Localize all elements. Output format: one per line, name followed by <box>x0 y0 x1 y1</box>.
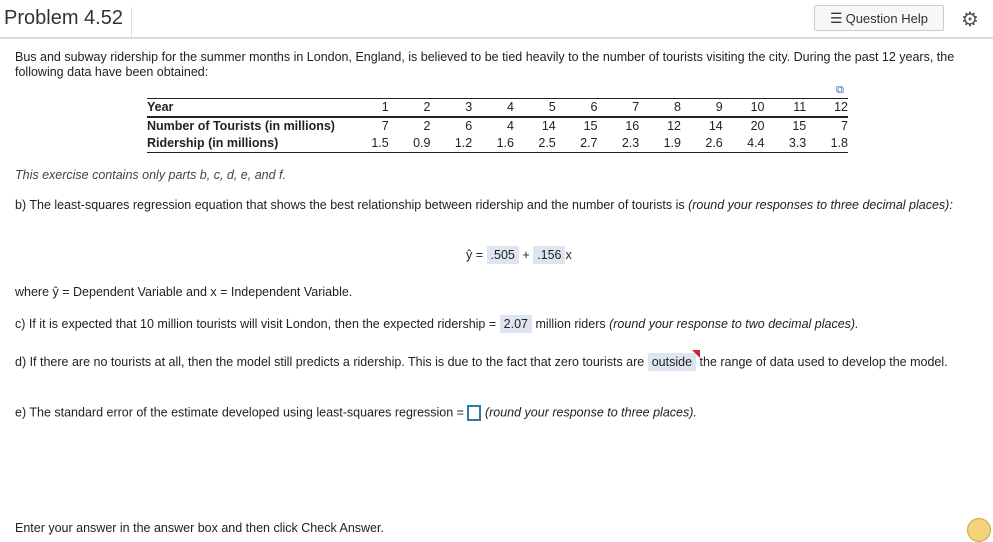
table-cell: 7 <box>598 99 640 118</box>
table-cell: 7 <box>841 119 848 133</box>
table-cell: 15 <box>583 119 598 133</box>
table-cell: 12 <box>667 119 681 133</box>
table-cell: 1.6 <box>472 135 514 153</box>
part-c-hint: (round your response to two decimal places). <box>609 317 859 331</box>
part-e-question: e) The standard error of the estimate developed using least-squares regression = <box>15 405 464 420</box>
footer-instruction: Enter your answer in the answer box and then click Check Answer. <box>15 521 384 535</box>
intro-text: Bus and subway ridership for the summer months in London, England, is believed to be tied heavily to the number of tourists visiting the city. During the past 12 years, the following data have been obtained: <box>15 50 955 79</box>
incorrect-flag-icon <box>692 350 700 358</box>
outside-dropdown[interactable] <box>648 353 696 371</box>
table-cell: 1.5 <box>347 135 389 153</box>
table-cell: 14 <box>541 119 556 133</box>
intercept-answer[interactable]: .505 <box>487 246 519 264</box>
question-help-label: Question Help <box>845 10 928 26</box>
table-cell: 3 <box>431 99 473 118</box>
where-text: where ŷ = Dependent Variable and x = Independent Variable. <box>15 285 353 299</box>
table-cell: 8 <box>639 99 681 118</box>
part-d <box>15 352 975 373</box>
table-cell: 5 <box>514 99 556 118</box>
table-cell: 4 <box>472 99 514 118</box>
part-b-text <box>15 198 975 213</box>
table-cell: 20 <box>750 119 765 133</box>
part-e-hint: (round your response to three places). <box>484 405 697 420</box>
popout-icon[interactable]: ⧉ <box>836 84 844 96</box>
x-variable: x <box>565 248 572 262</box>
table-row <box>147 135 848 153</box>
part-d-question: d) If there are no tourists at all, then the model still predicts a ridership. This is due to the fact that zero tourists are <box>15 355 645 369</box>
slope-answer[interactable]: .156 <box>533 246 565 264</box>
standard-error-input[interactable] <box>467 405 481 421</box>
table-cell: 2 <box>423 119 431 133</box>
part-e <box>15 405 975 421</box>
table-cell: 14 <box>708 119 723 133</box>
page-title: Problem 4.52 <box>4 7 132 37</box>
row-label: Ridership (in millions) <box>147 135 347 153</box>
plus-sign: + <box>522 248 530 262</box>
table-cell: 4.4 <box>723 135 765 153</box>
table-cell: 6 <box>465 119 473 133</box>
table-cell: 11 <box>765 99 807 118</box>
row-label: Year <box>147 99 347 118</box>
table-cell: 1.8 <box>806 135 848 153</box>
table-cell: 2.6 <box>681 135 723 153</box>
table-cell: 2 <box>389 99 431 118</box>
yhat-label: ŷ = <box>466 248 484 262</box>
part-c-question: c) If it is expected that 10 million tourists will visit London, then the expected ridership = <box>15 317 497 331</box>
table-row <box>147 117 848 135</box>
row-label: Number of Tourists (in millions) <box>147 119 335 133</box>
table-cell: 3.3 <box>765 135 807 153</box>
table-row <box>147 99 848 118</box>
table-cell: 1 <box>347 99 389 118</box>
list-icon: ☰ <box>830 9 843 26</box>
exercise-note: This exercise contains only parts b, c, d, e, and f. <box>15 168 286 182</box>
question-help-button[interactable] <box>814 5 944 31</box>
ridership-answer[interactable]: 2.07 <box>500 315 532 333</box>
data-table <box>147 98 848 153</box>
part-b-hint: (round your responses to three decimal places): <box>688 198 953 212</box>
table-cell: 7 <box>381 119 389 133</box>
unit-label: million riders <box>535 317 606 331</box>
gear-icon[interactable]: ⚙ <box>961 9 979 31</box>
table-cell: 12 <box>806 99 848 118</box>
table-cell: 10 <box>723 99 765 118</box>
table-cell: 1.2 <box>431 135 473 153</box>
table-cell: 0.9 <box>389 135 431 153</box>
header <box>0 0 993 39</box>
part-c <box>15 317 975 332</box>
table-cell: 2.3 <box>598 135 640 153</box>
table-cell: 4 <box>507 119 514 133</box>
help-bubble-icon[interactable] <box>967 518 991 542</box>
table-cell: 9 <box>681 99 723 118</box>
table-cell: 2.7 <box>556 135 598 153</box>
table-cell: 1.9 <box>639 135 681 153</box>
table-cell: 16 <box>625 119 640 133</box>
table-cell: 2.5 <box>514 135 556 153</box>
table-cell: 6 <box>556 99 598 118</box>
part-d-continuation: the range of data used to develop the model. <box>699 355 948 369</box>
outside-value: outside <box>651 355 693 369</box>
regression-equation <box>466 248 572 262</box>
table-cell: 15 <box>792 119 807 133</box>
part-b-question: b) The least-squares regression equation that shows the best relationship between ridership and the number of tourists is <box>15 198 689 212</box>
